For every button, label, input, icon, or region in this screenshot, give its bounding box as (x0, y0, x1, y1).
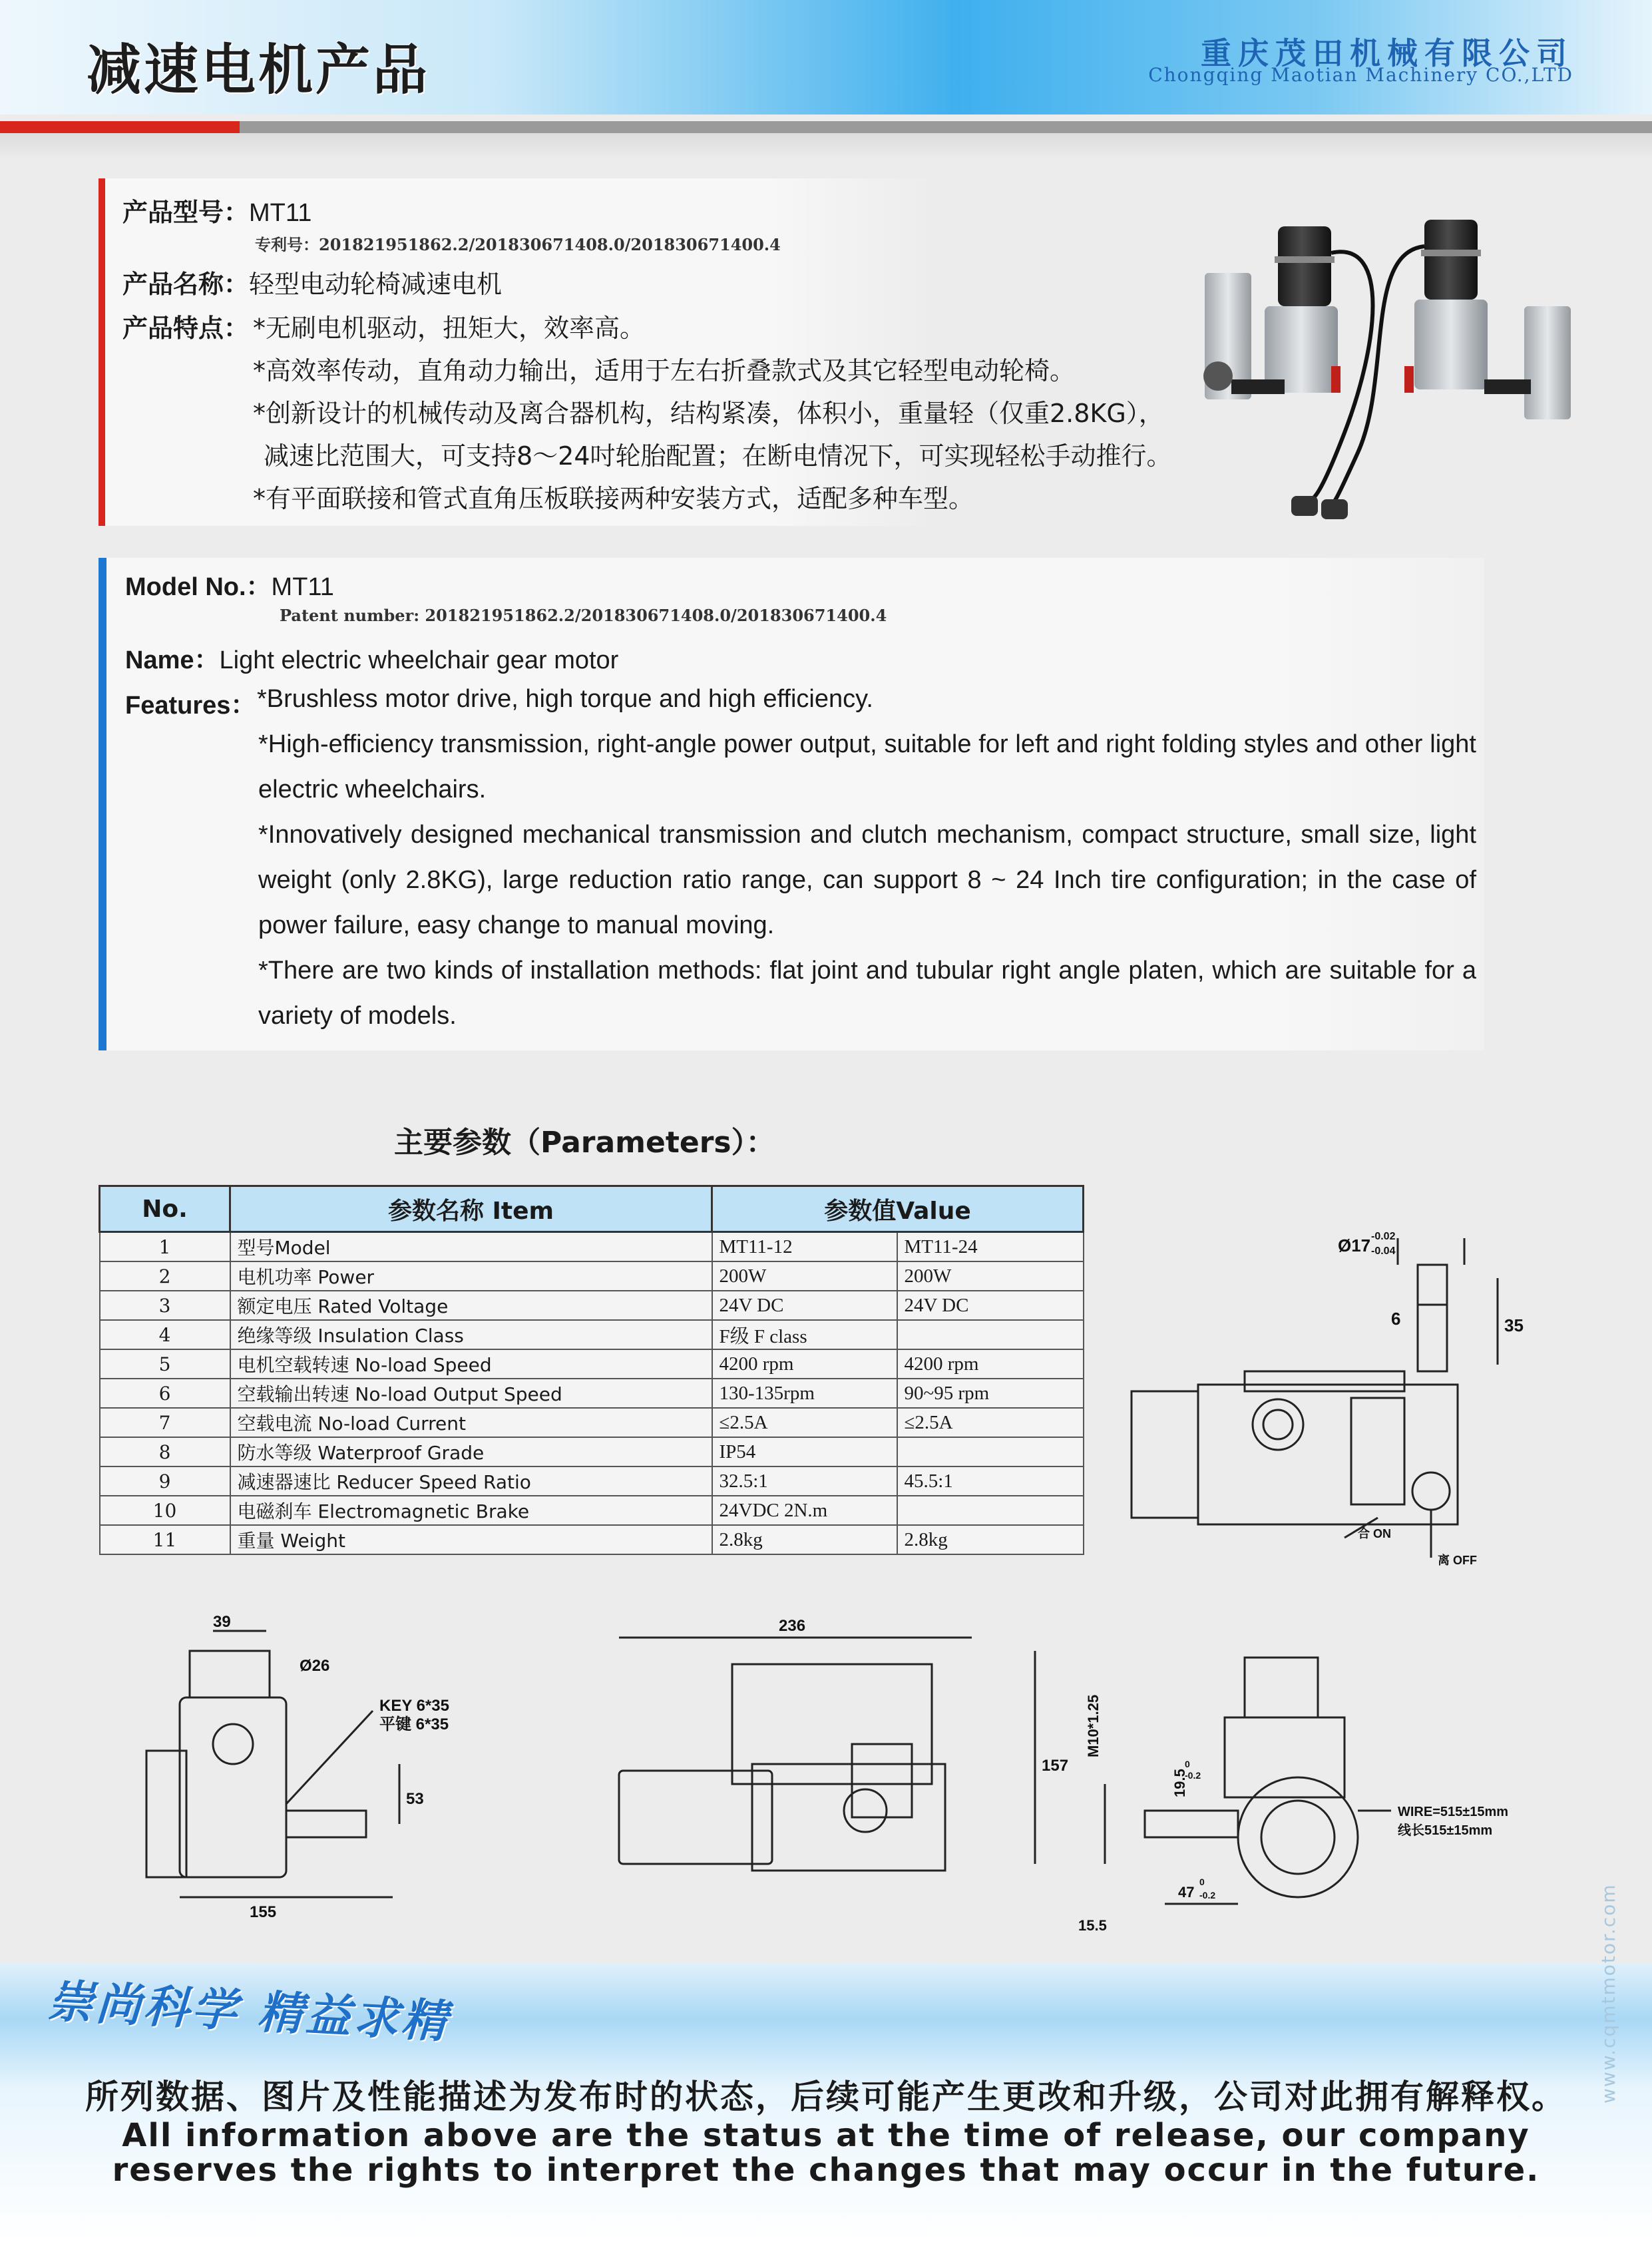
side-dia-label: Ø17 (1338, 1235, 1371, 1255)
cell-value-2: 200W (897, 1261, 1084, 1291)
cell-value-2 (897, 1496, 1084, 1525)
cell-value-2 (897, 1320, 1084, 1349)
cell-item: 空载输出转速 No-load Output Speed (230, 1379, 712, 1408)
end-dim-47-tol: -0.2 (1199, 1890, 1216, 1901)
cn-patent: 专利号：201821951862.2/201830671408.0/201830671400.4 (255, 235, 781, 254)
disclaimer-en-line-1: All information above are the status at the time of release, our company (122, 2117, 1530, 2154)
cell-value-1: MT11-12 (712, 1232, 897, 1262)
cell-item: 电磁刹车 Electromagnetic Brake (230, 1496, 712, 1525)
cell-no: 11 (100, 1525, 230, 1554)
end-wire-cn: 线长515±15mm (1398, 1823, 1493, 1838)
table-row (100, 1408, 1084, 1437)
side-tol-up: -0.02 (1371, 1231, 1396, 1242)
cell-no: 5 (100, 1349, 230, 1379)
cn-feature-3: *创新设计的机械传动及离合器机构，结构紧凑，体积小，重量轻（仅重2.8KG）， (253, 399, 1164, 428)
end-dim-19-tol-0: 0 (1185, 1759, 1190, 1769)
cell-value-1: 24VDC 2N.m (712, 1496, 897, 1525)
company-name-cn: 重庆茂田机械有限公司 (1201, 35, 1573, 71)
cell-value-2 (897, 1437, 1084, 1466)
cn-feature-5: *有平面联接和管式直角压板联接两种安装方式，适配多种车型。 (253, 484, 974, 513)
header-value: 参数值Value (712, 1186, 1084, 1232)
en-features-label: Features： (125, 692, 256, 720)
drawing-end-view (1072, 1638, 1551, 1944)
company-name-en: Chongqing Maotian Machinery CO.,LTD (1148, 64, 1573, 86)
en-feature-2: *High-efficiency transmission, right-angle power output, suitable for left and right folding styles and other light electric wheelchairs. (258, 730, 1476, 803)
front-key-cn: 平键 6*35 (379, 1715, 449, 1733)
en-name-row (125, 639, 618, 676)
end-dim-19: 19.5 (1171, 1769, 1188, 1797)
cell-item: 重量 Weight (230, 1525, 712, 1554)
en-model-value: MT11 (271, 573, 334, 601)
parameters-title: 主要参数（Parameters）： (394, 1126, 775, 1160)
page-title: 减速电机产品 (87, 39, 431, 102)
drawing-front-view (133, 1611, 532, 1930)
cn-feature-1: *无刷电机驱动，扭矩大，效率高。 (253, 314, 646, 343)
end-m10: M10*1.25 (1085, 1694, 1102, 1757)
cell-value-1: 130-135rpm (712, 1379, 897, 1408)
cn-name-row (122, 264, 502, 300)
disclaimer-cn: 所列数据、图片及性能描述为发布时的状态，后续可能产生更改和升级，公司对此拥有解释权。 (85, 2078, 1567, 2116)
en-name-value: Light electric wheelchair gear motor (219, 646, 619, 674)
front-dim-39: 39 (213, 1613, 231, 1631)
cell-value-1: 32.5:1 (712, 1466, 897, 1496)
table-row (100, 1291, 1084, 1320)
cell-item: 减速器速比 Reducer Speed Ratio (230, 1466, 712, 1496)
website: www.cqmtmotor.com (1597, 1883, 1619, 2104)
table-row (100, 1379, 1084, 1408)
cn-features-label: 产品特点： (122, 314, 250, 343)
cell-item: 防水等级 Waterproof Grade (230, 1437, 712, 1466)
cell-value-1: ≤2.5A (712, 1408, 897, 1437)
end-dim-47: 47 (1178, 1884, 1195, 1901)
cell-item: 额定电压 Rated Voltage (230, 1291, 712, 1320)
en-patent: Patent number: 201821951862.2/201830671408.0/201830671400.4 (280, 606, 887, 625)
front-key-en: KEY 6*35 (379, 1697, 449, 1715)
cn-info-block (99, 178, 1172, 526)
side-dim-6: 6 (1391, 1309, 1401, 1329)
header-no: No. (100, 1186, 230, 1232)
drawing-side-view (1125, 1225, 1551, 1584)
front-dim-155: 155 (250, 1903, 277, 1921)
en-feature-4: *There are two kinds of installation methods: flat joint and tubular right angle platen, which are suitable for a variety of models. (258, 957, 1476, 1030)
end-dim-47-tol-0: 0 (1199, 1877, 1205, 1887)
page-header (0, 0, 1652, 114)
cn-model-label: 产品型号： (122, 198, 250, 227)
table-row (100, 1525, 1084, 1554)
header-shadow (0, 133, 1652, 160)
disclaimer-en-line-2: reserves the rights to interpret the changes that may occur in the future. (112, 2151, 1540, 2189)
cell-no: 10 (100, 1496, 230, 1525)
end-dim-19-tol: -0.2 (1185, 1770, 1201, 1781)
cell-item: 电机空载转速 No-load Speed (230, 1349, 712, 1379)
cell-value-1: F级 F class (712, 1320, 897, 1349)
header-stripe-red (0, 121, 240, 133)
table-row (100, 1496, 1084, 1525)
cn-model-row (122, 192, 311, 228)
cn-feature-4: 减速比范围大，可支持8～24吋轮胎配置；在断电情况下，可实现轻松手动推行。 (264, 441, 1172, 471)
cell-value-2: ≤2.5A (897, 1408, 1084, 1437)
slogan: 崇尚科学 精益求精 (47, 1975, 451, 2049)
cell-value-2: 24V DC (897, 1291, 1084, 1320)
cell-value-1: 4200 rpm (712, 1349, 897, 1379)
cell-value-1: 200W (712, 1261, 897, 1291)
cell-item: 空载电流 No-load Current (230, 1408, 712, 1437)
side-tol-dn: -0.04 (1371, 1245, 1396, 1257)
end-dim-15: 15.5 (1078, 1917, 1107, 1934)
cell-no: 7 (100, 1408, 230, 1437)
drawing-top-view (599, 1611, 1069, 1930)
table-row (100, 1261, 1084, 1291)
table-row (100, 1232, 1084, 1262)
header-item: 参数名称 Item (230, 1186, 712, 1232)
en-model-row (125, 566, 334, 602)
cell-value-2: 4200 rpm (897, 1349, 1084, 1379)
cell-no: 1 (100, 1232, 230, 1262)
front-dim-26: Ø26 (300, 1657, 330, 1675)
en-model-label: Model No.： (125, 573, 272, 601)
cn-model-value: MT11 (249, 199, 312, 227)
side-label-off: 离 OFF (1438, 1554, 1477, 1567)
cell-value-1: 2.8kg (712, 1525, 897, 1554)
cell-value-2: 90~95 rpm (897, 1379, 1084, 1408)
en-feature-1: *Brushless motor drive, high torque and high efficiency. (257, 685, 873, 713)
cn-name-label: 产品名称： (122, 270, 250, 299)
table-row (100, 1349, 1084, 1379)
product-photo-left-motor (1203, 226, 1341, 399)
cell-value-2: 45.5:1 (897, 1466, 1084, 1496)
table-row (100, 1466, 1084, 1496)
en-name-label: Name： (125, 646, 220, 674)
en-feature-3: *Innovatively designed mechanical transmission and clutch mechanism, compact structure, small size, light weight (only 2.8KG), large reduction ratio range, can support 8 ~ 24 Inch tire configuration; in the case of power failure, easy change to manual moving. (258, 821, 1476, 939)
front-dim-53: 53 (406, 1790, 424, 1808)
cn-name-value: 轻型电动轮椅减速电机 (249, 270, 503, 299)
cell-value-1: IP54 (712, 1437, 897, 1466)
parameters-table (99, 1185, 1084, 1555)
side-label-on: 合 ON (1358, 1527, 1392, 1540)
table-row (100, 1320, 1084, 1349)
cn-feature-2: *高效率传动，直角动力输出，适用于左右折叠款式及其它轻型电动轮椅。 (253, 356, 1076, 385)
cell-item: 电机功率 Power (230, 1261, 712, 1291)
en-info-block (99, 558, 1484, 1050)
end-wire-en: WIRE=515±15mm (1398, 1805, 1509, 1819)
cell-item: 型号Model (230, 1232, 712, 1262)
cell-no: 9 (100, 1466, 230, 1496)
cell-no: 4 (100, 1320, 230, 1349)
top-dim-236: 236 (779, 1617, 806, 1635)
product-photo (1191, 213, 1591, 526)
cell-no: 6 (100, 1379, 230, 1408)
cell-value-1: 24V DC (712, 1291, 897, 1320)
cell-no: 2 (100, 1261, 230, 1291)
header-stripe-gray (240, 121, 1652, 133)
table-header-row (100, 1186, 1084, 1232)
cell-value-2: 2.8kg (897, 1525, 1084, 1554)
top-dim-157: 157 (1042, 1757, 1069, 1775)
cell-item: 绝缘等级 Insulation Class (230, 1320, 712, 1349)
cell-no: 3 (100, 1291, 230, 1320)
cell-value-2: MT11-24 (897, 1232, 1084, 1262)
table-row (100, 1437, 1084, 1466)
cell-no: 8 (100, 1437, 230, 1466)
product-photo-right-motor (1404, 220, 1571, 419)
side-dim-35: 35 (1504, 1315, 1524, 1335)
